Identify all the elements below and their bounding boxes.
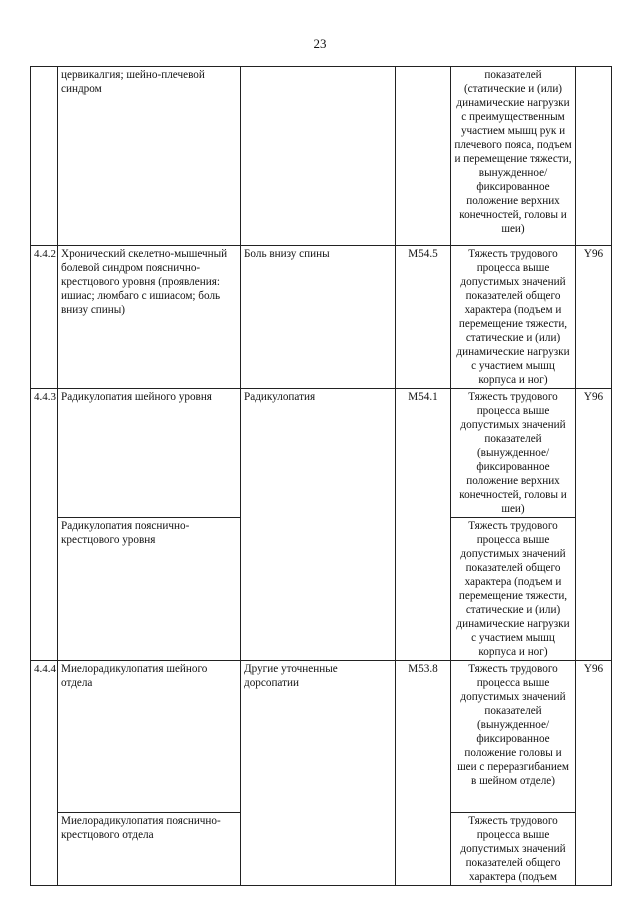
harmful-factor: показателей (статические и (или) динамические нагрузки с преимущественным участием мышц рук и плечевого пояса, подъем и перемещение тяжести, вынужденное/фиксированное положение верхних конечностей, головы и шеи): [451, 67, 576, 246]
item-number: [31, 67, 58, 246]
disease-category: [241, 67, 396, 246]
disease-category: Радикулопатия: [241, 389, 396, 661]
table-row: [31, 67, 612, 246]
item-number: 4.4.4: [31, 661, 58, 886]
harmful-factor: Тяжесть трудового процесса выше допустимых значений показателей общего характера (подъем: [451, 813, 576, 886]
disease-name: Радикулопатия шейного уровня: [58, 389, 241, 518]
harmful-factor: Тяжесть трудового процесса выше допустимых значений показателей (вынужденное/фиксированное положение верхних конечностей, головы и шеи): [451, 389, 576, 518]
disease-name: Миелорадикулопатия пояснично-крестцового отдела: [58, 813, 241, 886]
disease-category: Боль внизу спины: [241, 246, 396, 389]
disease-name: цервикалгия; шейно-плечевой синдром: [58, 67, 241, 246]
disease-table: [30, 66, 612, 886]
disease-name: Хронический скелетно-мышечный болевой синдром пояснично-крестцового уровня (проявления: ишиас; люмбаго с ишиасом; боль внизу спины): [58, 246, 241, 389]
profession-code: [576, 67, 612, 246]
table-row: [31, 661, 612, 813]
disease-name: Миелорадикулопатия шейного отдела: [58, 661, 241, 813]
profession-code: Y96: [576, 246, 612, 389]
icd-code: M53.8: [396, 661, 451, 886]
item-number: 4.4.2: [31, 246, 58, 389]
harmful-factor: Тяжесть трудового процесса выше допустимых значений показателей общего характера (подъем и перемещение тяжести, статические и (или) динамические нагрузки с участием мышц корпуса и ног): [451, 518, 576, 661]
icd-code: [396, 67, 451, 246]
icd-code: M54.5: [396, 246, 451, 389]
harmful-factor: Тяжесть трудового процесса выше допустимых значений показателей (вынужденное/ фиксированное положение головы и шеи с переразгибанием в шейном отделе): [451, 661, 576, 813]
disease-category: Другие уточненные дорсопатии: [241, 661, 396, 886]
item-number: 4.4.3: [31, 389, 58, 661]
page-number: 23: [313, 36, 327, 51]
icd-code: M54.1: [396, 389, 451, 661]
disease-name: Радикулопатия пояснично-крестцового уровня: [58, 518, 241, 661]
profession-code: Y96: [576, 389, 612, 661]
harmful-factor: Тяжесть трудового процесса выше допустимых значений показателей общего характера (подъем и перемещение тяжести, статические и (или) динамические нагрузки с участием мышц корпуса и ног): [451, 246, 576, 389]
table-row: [31, 389, 612, 518]
table-row: [31, 246, 612, 389]
profession-code: Y96: [576, 661, 612, 886]
